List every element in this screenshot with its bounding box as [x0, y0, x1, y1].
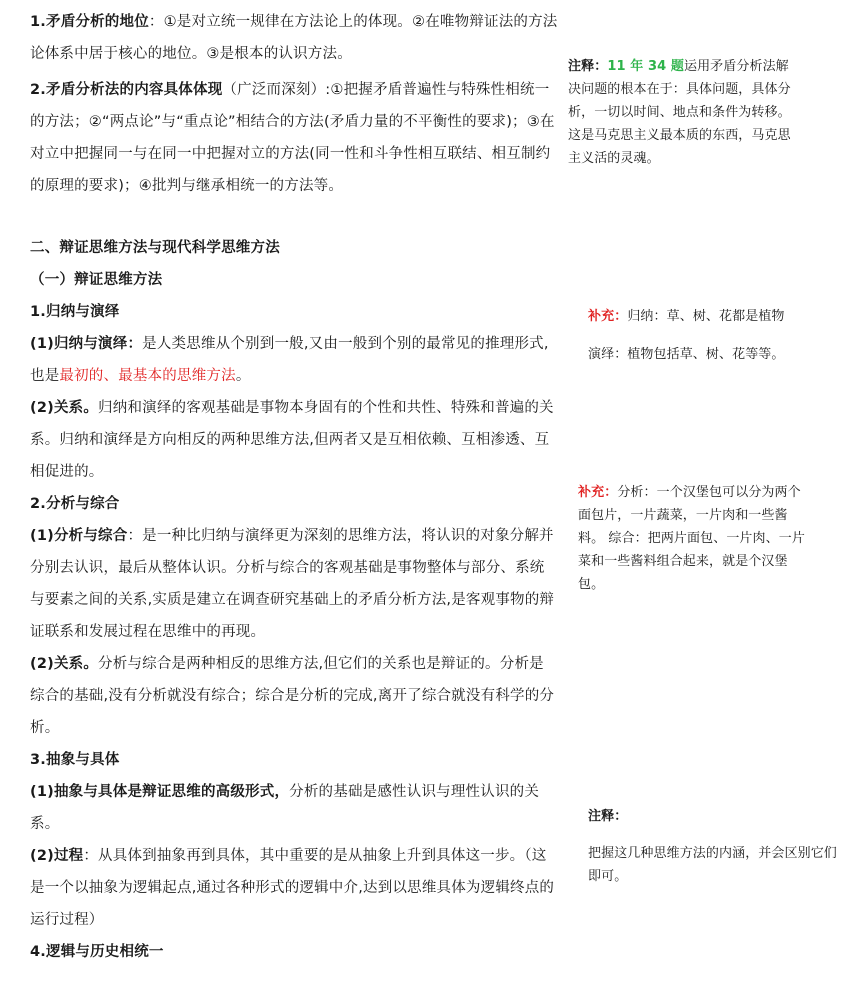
- text-def: ：是一种比归纳与演绎更为深刻的思维方法，将认识的对象分解并分别去认识，最后从整体认识。分析与综合的客观基础是事物整体与部分、系统与要素之间的关系,实质是建立在调查研究基础上的矛盾分析方法,是客观事物的辩证联系和发展过程在思维中的再现。: [30, 528, 555, 640]
- paragraph-induction-deduction-relation: [30, 392, 558, 488]
- heading-contradiction-status: 1.矛盾分析的地位: [30, 14, 149, 30]
- note-label: 注释：: [568, 59, 608, 74]
- note-text: 把握这几种思维方法的内涵，并会区别它们即可。: [588, 846, 837, 884]
- side-note-induction: [588, 303, 818, 369]
- note-label: 补充：: [578, 485, 618, 500]
- text-relation: 分析与综合是两种相反的思维方法,但它们的关系也是辩证的。分析是综合的基础,没有分析就没有综合；综合是分析的完成,离开了综合就没有科学的分析。: [30, 656, 555, 736]
- text-contradiction-status: ：①是对立统一规律在方法论上的体现。②在唯物辩证法的方法论体系中居于核心的地位。③是根本的认识方法。: [30, 14, 558, 62]
- text-process: ：从具体到抽象再到具体，其中重要的是从抽象上升到具体这一步。（这是一个以抽象为逻辑起点,通过各种形式的逻辑中介,达到以思维具体为逻辑终点的运行过程）: [30, 848, 555, 928]
- paragraph-contradiction-status: [30, 6, 558, 70]
- heading-induction-deduction: 1.归纳与演绎: [30, 304, 120, 320]
- paragraph-contradiction-content: [30, 74, 558, 202]
- label-def: (1)分析与综合: [30, 528, 128, 544]
- text-end: 。: [235, 368, 251, 384]
- note-label: 补充：: [588, 309, 628, 324]
- subsection-title: （一）辩证思维方法: [30, 272, 163, 288]
- highlight-basic-method: 最初的、最基本的思维方法: [59, 368, 236, 384]
- label-process: (2)过程: [30, 848, 84, 864]
- note-line-induction: [588, 303, 818, 331]
- paragraph-analysis-synthesis-def: [30, 520, 558, 648]
- label-relation: (2)关系。: [30, 400, 99, 416]
- note-line-deduction: 演绎：植物包括草、树、花等等。: [588, 347, 785, 362]
- heading-contradiction-content: 2.矛盾分析法的内容具体体现: [30, 82, 223, 98]
- heading-analysis-synthesis: 2.分析与综合: [30, 496, 120, 512]
- side-note-summary: [588, 805, 848, 888]
- paragraph-analysis-synthesis-relation: [30, 648, 558, 744]
- text-def: 分析的基础是感性认识与理性认识的关系。: [30, 784, 540, 832]
- paragraph-induction-deduction-def: [30, 328, 558, 392]
- label-def: (1)归纳与演绎：: [30, 336, 143, 352]
- heading-logic-history: 4.逻辑与历史相统一: [30, 944, 164, 960]
- heading-abstract-concrete: 3.抽象与具体: [30, 752, 120, 768]
- side-note-contradiction: [568, 55, 800, 170]
- main-content: [30, 6, 558, 968]
- note-text: 分析：一个汉堡包可以分为两个面包片，一片蔬菜，一片肉和一些酱料。 综合：把两片面包、一片肉、一片菜和一些酱料组合起来，就是个汉堡包。: [578, 485, 805, 592]
- spacer: [30, 202, 558, 232]
- label-def: (1)抽象与具体是辩证思维的高级形式，: [30, 784, 290, 800]
- paragraph-abstract-concrete-process: [30, 840, 558, 936]
- note-text: 运用矛盾分析法解决问题的根本在于：具体问题，具体分析，一切以时间、地点和条件为转移。这是马克思主义最本质的东西，马克思主义活的灵魂。: [568, 59, 791, 166]
- note-label: 注释：: [588, 809, 628, 824]
- text-relation: 归纳和演绎的客观基础是事物本身固有的个性和共性、特殊和普遍的关系。归纳和演绎是方向相反的两种思维方法,但两者又是互相依赖、互相渗透、互相促进的。: [30, 400, 554, 480]
- section-title: 二、辩证思维方法与现代科学思维方法: [30, 240, 280, 256]
- paragraph-abstract-concrete-def: [30, 776, 558, 840]
- text-contradiction-content: （广泛而深刻）:①把握矛盾普遍性与特殊性相统一的方法；②“两点论”与“重点论”相结合的方法(矛盾力量的不平衡性的要求)；③在对立中把握同一与在同一中把握对立的方法(同一性和斗争性相互联结、相互制约的原理的要求)；④批判与继承相统一的方法等。: [30, 82, 555, 194]
- text-def: 是人类思维从个别到一般,又由一般到个别的最常见的推理形式,也是: [30, 336, 549, 384]
- label-relation: (2)关系。: [30, 656, 99, 672]
- note-text: 归纳：草、树、花都是植物: [627, 309, 785, 324]
- note-question-ref: 11 年 34 题: [607, 59, 684, 74]
- side-note-analysis: [578, 481, 810, 596]
